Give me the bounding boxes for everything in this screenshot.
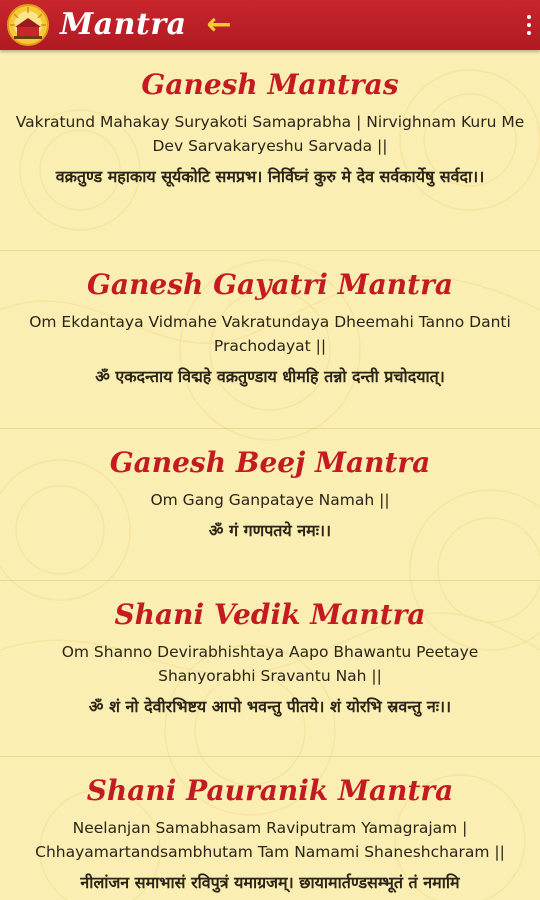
- mantra-card: [0, 756, 540, 900]
- mantra-english: Neelanjan Samabhasam Raviputram Yamagrajam | Chhayamartandsambhutam Tam Namami Shaneshcharam ||: [35, 819, 505, 861]
- app-title: Mantra: [60, 7, 187, 42]
- overflow-menu-button[interactable]: [522, 10, 536, 40]
- mantra-hindi: नीलांजन समाभासं रविपुत्रं यमाग्रजम्। छायामार्तण्डसम्भूतं तं नमामि: [80, 873, 460, 892]
- mantra-english: Vakratund Mahakay Suryakoti Samaprabha | Nirvighnam Kuru Me Dev Sarvakaryeshu Sarvada ||: [15, 113, 525, 155]
- mantra-card: [0, 250, 540, 429]
- sun-temple-logo-icon[interactable]: [6, 4, 50, 46]
- mantra-title: Shani Vedik Mantra: [114, 598, 426, 631]
- mantra-hindi: ॐ शं नो देवीरभिष्टय आपो भवन्तु पीतये। शं योरभि स्रवन्तु नः।।: [88, 697, 452, 716]
- back-button[interactable]: [201, 7, 237, 42]
- mantra-card: [0, 580, 540, 757]
- arrow-left-icon: ←: [206, 7, 232, 42]
- mantra-card: [0, 428, 540, 581]
- mantra-hindi: ॐ गं गणपतये नमः।।: [208, 521, 332, 540]
- mantra-hindi: वक्रतुण्ड महाकाय सूर्यकोटि समप्रभ। निर्विघ्नं कुरु मे देव सर्वकार्येषु सर्वदा।।: [55, 167, 485, 186]
- mantra-card: [0, 50, 540, 251]
- overflow-menu-icon: [527, 15, 531, 19]
- mantra-english: Om Shanno Devirabhishtaya Aapo Bhawantu Peetaye Shanyorabhi Sravantu Nah ||: [61, 643, 479, 685]
- mantra-title: Ganesh Mantras: [141, 68, 399, 101]
- mantra-list[interactable]: [0, 50, 540, 900]
- mantra-title: Ganesh Beej Mantra: [109, 446, 431, 479]
- mantra-title: Shani Pauranik Mantra: [86, 774, 454, 807]
- mantra-title: Ganesh Gayatri Mantra: [87, 268, 453, 301]
- mantra-english: Om Ekdantaya Vidmahe Vakratundaya Dheemahi Tanno Danti Prachodayat ||: [29, 313, 511, 355]
- mantra-english: Om Gang Ganpataye Namah ||: [150, 491, 390, 509]
- mantra-hindi: ॐ एकदन्ताय विद्महे वक्रतुण्डाय धीमहि तन्नो दन्ती प्रचोदयात्।: [95, 367, 445, 386]
- app-bar: [0, 0, 540, 50]
